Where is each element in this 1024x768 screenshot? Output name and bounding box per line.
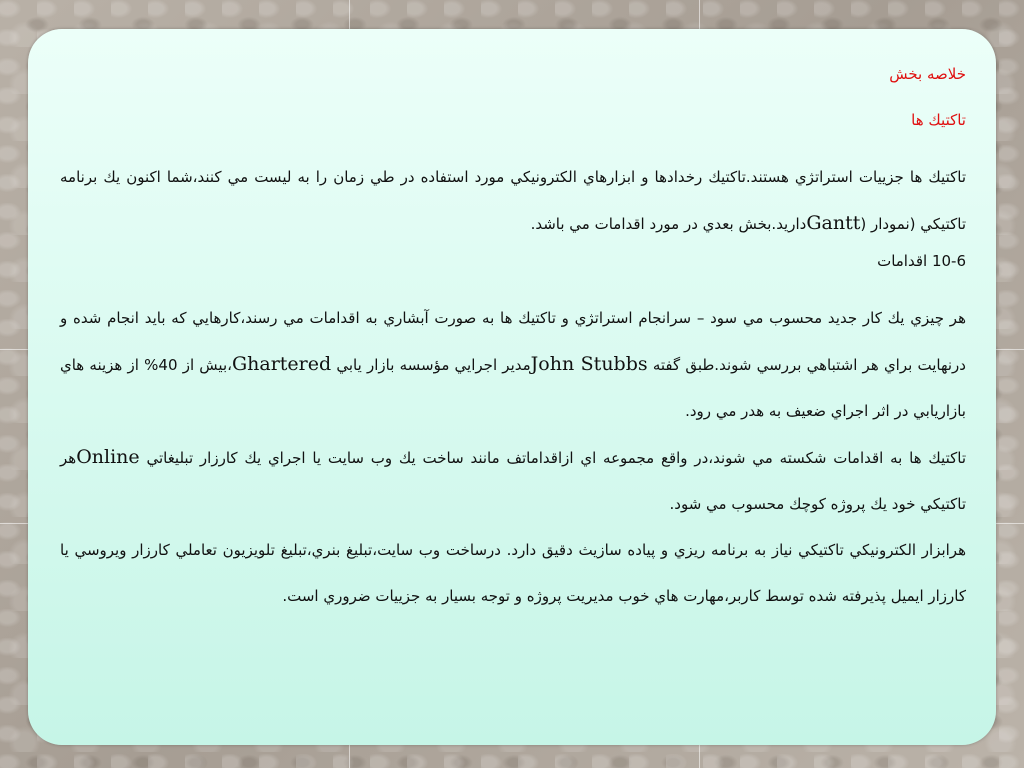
section-title: خلاصه بخش bbox=[889, 65, 966, 83]
latin-term: Ghartered bbox=[231, 353, 332, 375]
latin-term: John Stubbs bbox=[530, 353, 648, 375]
paragraph-text: داريد.بخش بعدي در مورد اقدامات مي باشد. bbox=[530, 215, 807, 233]
paragraph-text: تاكتيك ها جزييات استراتژي هستند.تاكتيك رخدادها و ابزارهاي الكترونيكي مورد استفاده در طي زمان را به ليست مي كنند،شما اكنون يك برنامه تاكتيكي (نمودار ( bbox=[60, 168, 966, 233]
paragraph-tools: هرابزار الكترونيكي تاكتيكي نياز به برنامه ريزي و پياده سازيث دقيق دارد. درساخت وب سايت،تبليغ بنري،تبليغ تلويزيون تعاملي كارزار ويروسي يا كارزار ايميل پذيرفته شده توسط كاربر،مهارت هاي خوب مديريت پروژه و توجه بسيار به جزييات ضروري است. bbox=[60, 541, 966, 605]
subtitle: تاكتيك ها bbox=[911, 111, 966, 129]
paragraph-text: هر تاكتيكي خود يك پروژه كوچك محسوب مي شود. bbox=[60, 449, 966, 513]
paragraph-text: ،بيش از 40% از هزينه هاي بازاريابي در اثر اجراي ضعيف به هدر مي رود. bbox=[60, 356, 966, 420]
paragraph-tactics bbox=[60, 154, 966, 247]
latin-term: Online bbox=[76, 446, 140, 468]
slide-content bbox=[60, 62, 966, 619]
paragraph-actions bbox=[60, 295, 966, 434]
paragraph-text: تاكتيك ها به اقدامات شكسته مي شوند،در واقع مجموعه اي ازاقداماتف مانند ساخت يك وب سايت يا اجراي يك كارزار تبليغاتي bbox=[139, 449, 966, 467]
section-heading: 10-6 اقدامات bbox=[877, 252, 966, 270]
paragraph-text: هر چيزي يك كار جديد محسوب مي سود – سرانجام استراتژي و تاكتيك ها به صورت آبشاري به اقدامات مي رسند،كارهايي كه بايد انجام شده و درنهايت براي هر اشتباهي بررسي شوند.طبق گفته bbox=[60, 309, 966, 374]
paragraph-text: مدير اجرايي مؤسسه بازار يابي bbox=[331, 356, 531, 374]
paragraph-breakdown bbox=[60, 434, 966, 527]
latin-term: Gantt bbox=[806, 212, 861, 234]
